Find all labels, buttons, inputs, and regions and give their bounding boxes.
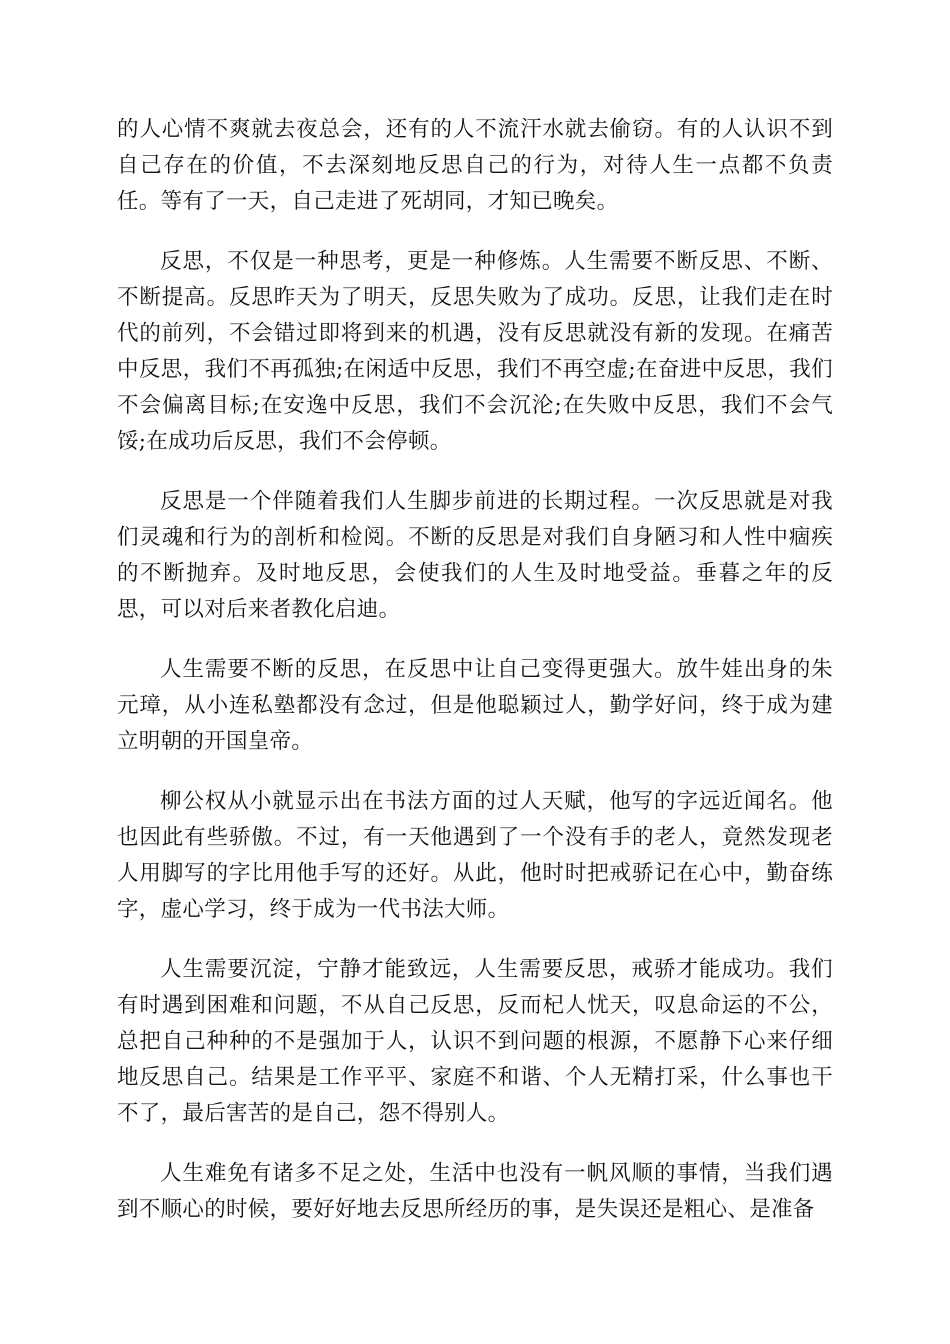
paragraph-7: 人生难免有诸多不足之处，生活中也没有一帆风顺的事情，当我们遇到不顺心的时候，要好好地去反思所经历的事，是失误还是粗心、是准备 xyxy=(117,1161,833,1222)
paragraph-3: 反思是一个伴随着我们人生脚步前进的长期过程。一次反思就是对我们灵魂和行为的剖析和检阅。不断的反思是对我们自身陋习和人性中痼疾的不断抛弃。及时地反思，会使我们的人生及时地受益。垂暮之年的反思，可以对后来者教化启迪。 xyxy=(117,489,833,622)
paragraph-2: 反思，不仅是一种思考，更是一种修炼。人生需要不断反思、不断、不断提高。反思昨天为了明天，反思失败为了成功。反思，让我们走在时代的前列，不会错过即将到来的机遇，没有反思就没有新的发现。在痛苦中反思，我们不再孤独;在闲适中反思，我们不再空虚;在奋进中反思，我们不会偏离目标;在安逸中反思，我们不会沉沦;在失败中反思，我们不会气馁;在成功后反思，我们不会停顿。 xyxy=(117,249,833,454)
paragraph-5: 柳公权从小就显示出在书法方面的过人天赋，他写的字远近闻名。他也因此有些骄傲。不过，有一天他遇到了一个没有手的老人，竟然发现老人用脚写的字比用他手写的还好。从此，他时时把戒骄记在心中，勤奋练字，虚心学习，终于成为一代书法大师。 xyxy=(117,789,833,922)
document-body xyxy=(117,112,833,1252)
paragraph-4: 人生需要不断的反思，在反思中让自己变得更强大。放牛娃出身的朱元璋，从小连私塾都没有念过，但是他聪颖过人，勤学好问，终于成为建立明朝的开国皇帝。 xyxy=(117,657,833,754)
paragraph-6: 人生需要沉淀，宁静才能致远，人生需要反思，戒骄才能成功。我们有时遇到困难和问题，不从自己反思，反而杞人忧天，叹息命运的不公，总把自己种种的不是强加于人，认识不到问题的根源，不愿静下心来仔细地反思自己。结果是工作平平、家庭不和谐、个人无精打采，什么事也干不了，最后害苦的是自己，怨不得别人。 xyxy=(117,957,833,1126)
paragraph-1: 的人心情不爽就去夜总会，还有的人不流汗水就去偷窃。有的人认识不到自己存在的价值，不去深刻地反思自己的行为，对待人生一点都不负责任。等有了一天，自己走进了死胡同，才知已晚矣。 xyxy=(117,117,833,214)
